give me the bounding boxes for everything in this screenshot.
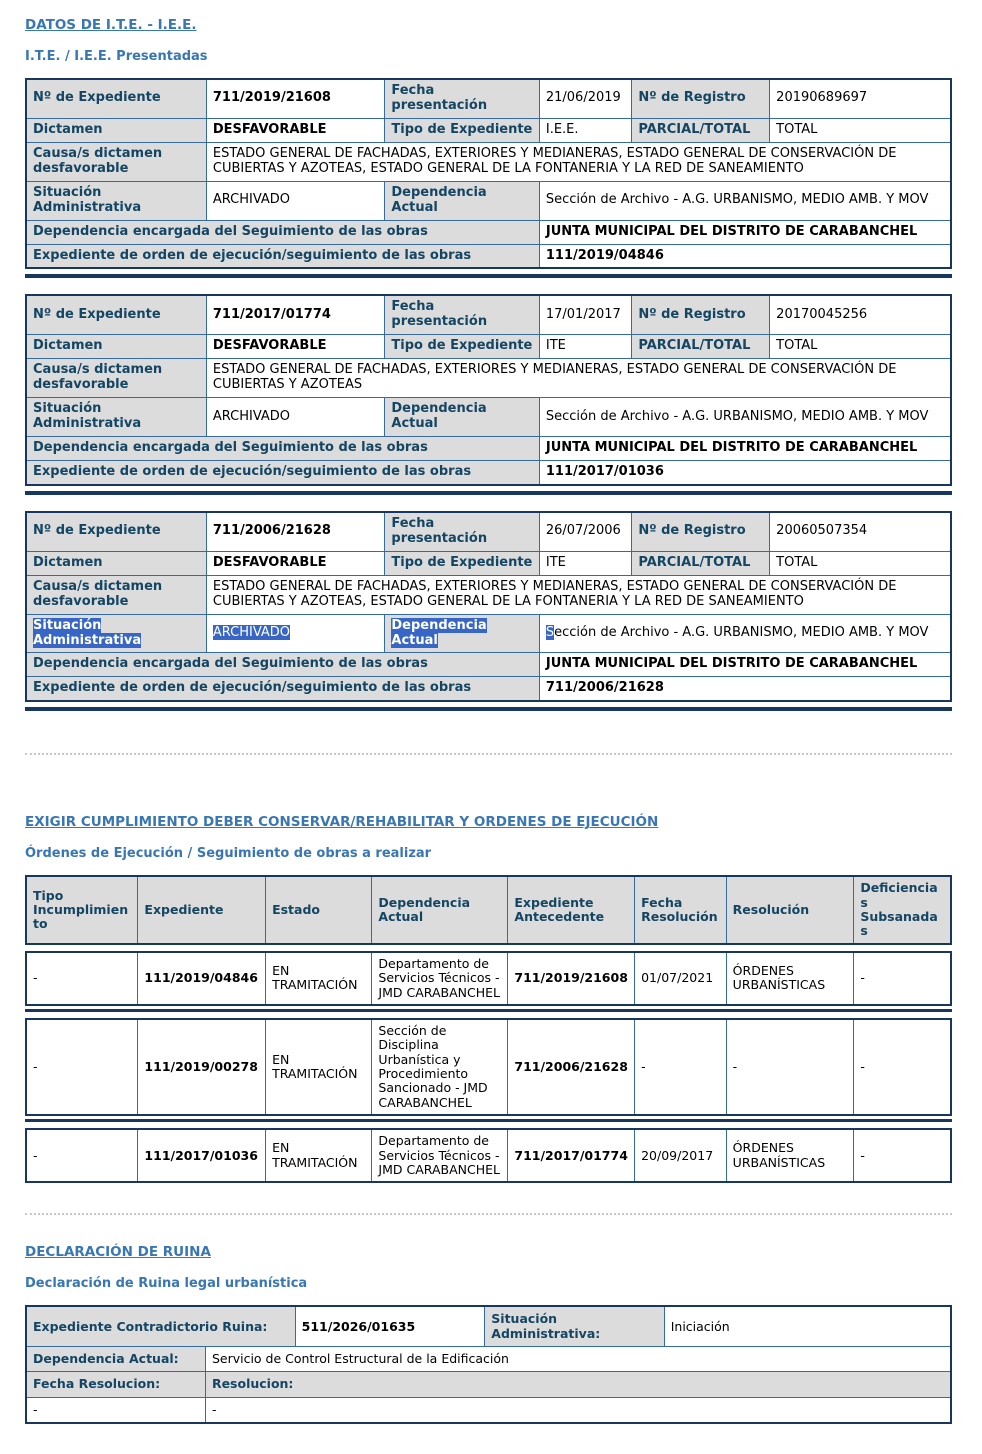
value-num-registro: 20060507354 <box>770 512 951 551</box>
label-fecha-presentacion: Fecha presentación <box>385 512 539 551</box>
value-causa-dictamen: ESTADO GENERAL DE FACHADAS, EXTERIORES Y MEDIANERAS, ESTADO GENERAL DE CONSERVACIÓN DE CUBIERTAS Y AZOTEAS, ESTADO GENERAL DE LA FONTANERIA Y LA RED DE SANEAMIENTO <box>206 575 951 614</box>
cell-dependencia-actual: Sección de Disciplina Urbanística y Procedimiento Sancionado - JMD CARABANCHEL <box>372 1019 508 1115</box>
label-parcial-total: PARCIAL/TOTAL <box>632 551 770 575</box>
orders-header-table <box>25 875 952 945</box>
cell-fecha-resolucion: - <box>635 1019 727 1115</box>
value-tipo-expediente: ITE <box>539 551 632 575</box>
value-parcial-total: TOTAL <box>770 551 951 575</box>
table-row <box>26 1019 951 1115</box>
cell-tipo-incumplimiento: - <box>26 1019 138 1115</box>
label-expediente-orden: Expediente de orden de ejecución/seguimiento de las obras <box>26 677 539 701</box>
dotted-separator <box>25 1213 952 1215</box>
value-dependencia-seguimiento: JUNTA MUNICIPAL DEL DISTRITO DE CARABANCHEL <box>539 220 951 244</box>
table-row <box>26 79 951 118</box>
value-parcial-total: TOTAL <box>770 335 951 359</box>
table-row <box>26 1347 951 1372</box>
label-dependencia-actual <box>385 614 539 653</box>
table-row <box>26 398 951 437</box>
label-dependencia-seguimiento: Dependencia encargada del Seguimiento de las obras <box>26 653 539 677</box>
label-expediente-orden: Expediente de orden de ejecución/seguimiento de las obras <box>26 460 539 484</box>
value-fecha-resolucion: - <box>26 1397 205 1423</box>
value-situacion-administrativa: Iniciación <box>664 1306 951 1346</box>
table-row <box>26 512 951 551</box>
cell-tipo-incumplimiento: - <box>26 1129 138 1182</box>
cell-expediente-antecedente: 711/2019/21608 <box>508 952 635 1005</box>
ruina-section-subtitle: Declaración de Ruina legal urbanística <box>25 1276 308 1292</box>
cell-expediente-antecedente: 711/2006/21628 <box>508 1019 635 1115</box>
orders-row-table-1 <box>25 951 952 1006</box>
table-row <box>26 244 951 268</box>
label-dictamen: Dictamen <box>26 335 206 359</box>
label-tipo-expediente: Tipo de Expediente <box>385 118 539 142</box>
ite-table-3 <box>25 511 952 702</box>
column-header-resolucion: Resolución <box>726 876 854 944</box>
cell-dependencia-actual: Departamento de Servicios Técnicos - JMD CARABANCHEL <box>372 952 508 1005</box>
label-fecha-presentacion: Fecha presentación <box>385 295 539 334</box>
value-tipo-expediente: I.E.E. <box>539 118 632 142</box>
column-header-dependencia-actual: Dependencia Actual <box>372 876 508 944</box>
label-num-registro: Nº de Registro <box>632 295 770 334</box>
value-causa-dictamen: ESTADO GENERAL DE FACHADAS, EXTERIORES Y MEDIANERAS, ESTADO GENERAL DE CONSERVACIÓN DE CUBIERTAS Y AZOTEAS, ESTADO GENERAL DE LA FONTANERIA Y LA RED DE SANEAMIENTO <box>206 142 951 181</box>
separator-rule <box>25 707 952 711</box>
ruina-table <box>25 1305 952 1424</box>
ite-section-subtitle: I.T.E. / I.E.E. Presentadas <box>25 49 208 64</box>
value-resolucion: - <box>205 1397 951 1423</box>
column-header-tipo-incumplimiento: Tipo Incumplimiento <box>26 876 138 944</box>
cell-deficiencias-subsanadas: - <box>854 1129 951 1182</box>
label-num-registro: Nº de Registro <box>632 512 770 551</box>
ite-section-title-link[interactable]: DATOS DE I.T.E. - I.E.E. <box>25 17 197 33</box>
table-row <box>26 614 951 653</box>
table-row <box>26 1372 951 1397</box>
orders-section <box>25 811 952 1183</box>
column-header-deficiencias-subsanadas: Deficiencias Subsanadas <box>854 876 951 944</box>
table-row <box>26 653 951 677</box>
table-row <box>26 118 951 142</box>
table-row <box>26 335 951 359</box>
label-fecha-resolucion: Fecha Resolucion: <box>26 1372 205 1397</box>
value-dictamen: DESFAVORABLE <box>206 551 385 575</box>
selected-text: Dependencia Actual <box>391 617 487 648</box>
cell-fecha-resolucion: 01/07/2021 <box>635 952 727 1005</box>
label-dependencia-actual: Dependencia Actual <box>385 398 539 437</box>
ite-table-1 <box>25 78 952 269</box>
label-expediente-orden: Expediente de orden de ejecución/seguimiento de las obras <box>26 244 539 268</box>
cell-deficiencias-subsanadas: - <box>854 952 951 1005</box>
ite-table-2 <box>25 294 952 485</box>
value-expediente-orden: 111/2019/04846 <box>539 244 951 268</box>
label-num-expediente: Nº de Expediente <box>26 79 206 118</box>
orders-row-table-3 <box>25 1128 952 1183</box>
cell-deficiencias-subsanadas: - <box>854 1019 951 1115</box>
cell-estado: EN TRAMITACIÓN <box>266 1129 372 1182</box>
label-parcial-total: PARCIAL/TOTAL <box>632 335 770 359</box>
label-tipo-expediente: Tipo de Expediente <box>385 551 539 575</box>
table-row <box>26 181 951 220</box>
label-tipo-expediente: Tipo de Expediente <box>385 335 539 359</box>
value-expediente-orden: 711/2006/21628 <box>539 677 951 701</box>
value-causa-dictamen: ESTADO GENERAL DE FACHADAS, EXTERIORES Y MEDIANERAS, ESTADO GENERAL DE CONSERVACIÓN DE CUBIERTAS Y AZOTEAS <box>206 359 951 398</box>
label-causa-dictamen: Causa/s dictamen desfavorable <box>26 142 206 181</box>
cell-expediente: 111/2017/01036 <box>138 1129 266 1182</box>
value-num-expediente: 711/2006/21628 <box>206 512 385 551</box>
ruina-section <box>25 1241 952 1424</box>
value-expediente-orden: 111/2017/01036 <box>539 460 951 484</box>
value-fecha-presentacion: 21/06/2019 <box>539 79 632 118</box>
orders-row-table-2 <box>25 1018 952 1116</box>
table-row <box>26 460 951 484</box>
value-fecha-presentacion: 17/01/2017 <box>539 295 632 334</box>
dotted-separator <box>25 753 952 755</box>
label-situacion-administrativa: Situación Administrativa: <box>485 1306 664 1346</box>
table-row <box>26 359 951 398</box>
cell-expediente: 111/2019/00278 <box>138 1019 266 1115</box>
value-parcial-total: TOTAL <box>770 118 951 142</box>
label-dictamen: Dictamen <box>26 551 206 575</box>
value-dictamen: DESFAVORABLE <box>206 118 385 142</box>
label-situacion-administrativa <box>26 614 206 653</box>
label-dependencia-seguimiento: Dependencia encargada del Seguimiento de las obras <box>26 437 539 461</box>
cell-dependencia-actual: Departamento de Servicios Técnicos - JMD CARABANCHEL <box>372 1129 508 1182</box>
orders-section-subtitle: Órdenes de Ejecución / Seguimiento de obras a realizar <box>25 846 432 862</box>
label-num-registro: Nº de Registro <box>632 79 770 118</box>
label-dictamen: Dictamen <box>26 118 206 142</box>
table-row <box>26 952 951 1005</box>
value-situacion-administrativa <box>206 614 385 653</box>
orders-section-title-link[interactable]: EXIGIR CUMPLIMIENTO DEBER CONSERVAR/REHABILITAR Y ORDENES DE EJECUCIÓN <box>25 814 659 831</box>
label-dependencia-actual: Dependencia Actual <box>385 181 539 220</box>
cell-resolucion: - <box>726 1019 854 1115</box>
value-dependencia-actual: Sección de Archivo - A.G. URBANISMO, MEDIO AMB. Y MOV <box>539 614 951 653</box>
value-situacion-administrativa: ARCHIVADO <box>206 398 385 437</box>
value-dependencia-seguimiento: JUNTA MUNICIPAL DEL DISTRITO DE CARABANCHEL <box>539 653 951 677</box>
label-causa-dictamen: Causa/s dictamen desfavorable <box>26 575 206 614</box>
label-num-expediente: Nº de Expediente <box>26 512 206 551</box>
cell-resolucion: ÓRDENES URBANÍSTICAS <box>726 952 854 1005</box>
table-row <box>26 220 951 244</box>
ite-section <box>25 14 952 711</box>
value-num-expediente: 711/2017/01774 <box>206 295 385 334</box>
value-fecha-presentacion: 26/07/2006 <box>539 512 632 551</box>
value-dependencia-actual: Sección de Archivo - A.G. URBANISMO, MEDIO AMB. Y MOV <box>539 181 951 220</box>
selected-text: Situación Administrativa <box>33 617 142 648</box>
value-dictamen: DESFAVORABLE <box>206 335 385 359</box>
label-parcial-total: PARCIAL/TOTAL <box>632 118 770 142</box>
cell-expediente-antecedente: 711/2017/01774 <box>508 1129 635 1182</box>
cell-fecha-resolucion: 20/09/2017 <box>635 1129 727 1182</box>
value-num-registro: 20190689697 <box>770 79 951 118</box>
value-situacion-administrativa: ARCHIVADO <box>206 181 385 220</box>
value-num-expediente: 711/2019/21608 <box>206 79 385 118</box>
value-num-registro: 20170045256 <box>770 295 951 334</box>
label-resolucion: Resolucion: <box>205 1372 951 1397</box>
column-header-fecha-resolucion: Fecha Resolución <box>635 876 727 944</box>
cell-tipo-incumplimiento: - <box>26 952 138 1005</box>
table-row <box>26 1306 951 1346</box>
label-situacion-administrativa: Situación Administrativa <box>26 181 206 220</box>
cell-estado: EN TRAMITACIÓN <box>266 952 372 1005</box>
value-tipo-expediente: ITE <box>539 335 632 359</box>
cell-resolucion: ÓRDENES URBANÍSTICAS <box>726 1129 854 1182</box>
ruina-section-title-link[interactable]: DECLARACIÓN DE RUINA <box>25 1244 211 1261</box>
table-row <box>26 575 951 614</box>
label-dependencia-seguimiento: Dependencia encargada del Seguimiento de las obras <box>26 220 539 244</box>
column-header-expediente-antecedente: Expediente Antecedente <box>508 876 635 944</box>
selected-text: ARCHIVADO <box>212 625 291 641</box>
label-fecha-presentacion: Fecha presentación <box>385 79 539 118</box>
table-row <box>26 295 951 334</box>
value-dependencia-actual: Sección de Archivo - A.G. URBANISMO, MEDIO AMB. Y MOV <box>539 398 951 437</box>
table-row <box>26 551 951 575</box>
table-row <box>26 1397 951 1423</box>
label-dependencia-actual: Dependencia Actual: <box>26 1347 205 1372</box>
cell-estado: EN TRAMITACIÓN <box>266 1019 372 1115</box>
label-num-expediente: Nº de Expediente <box>26 295 206 334</box>
table-header-row <box>26 876 951 944</box>
column-header-expediente: Expediente <box>138 876 266 944</box>
table-row <box>26 142 951 181</box>
label-situacion-administrativa: Situación Administrativa <box>26 398 206 437</box>
value-dependencia-seguimiento: JUNTA MUNICIPAL DEL DISTRITO DE CARABANCHEL <box>539 437 951 461</box>
value-expediente-contradictorio: 511/2026/01635 <box>295 1306 485 1346</box>
table-row <box>26 437 951 461</box>
table-row <box>26 677 951 701</box>
value-dependencia-actual: Servicio de Control Estructural de la Edificación <box>205 1347 951 1372</box>
column-header-estado: Estado <box>266 876 372 944</box>
label-causa-dictamen: Causa/s dictamen desfavorable <box>26 359 206 398</box>
table-row <box>26 1129 951 1182</box>
cell-expediente: 111/2019/04846 <box>138 952 266 1005</box>
label-expediente-contradictorio: Expediente Contradictorio Ruina: <box>26 1306 295 1346</box>
